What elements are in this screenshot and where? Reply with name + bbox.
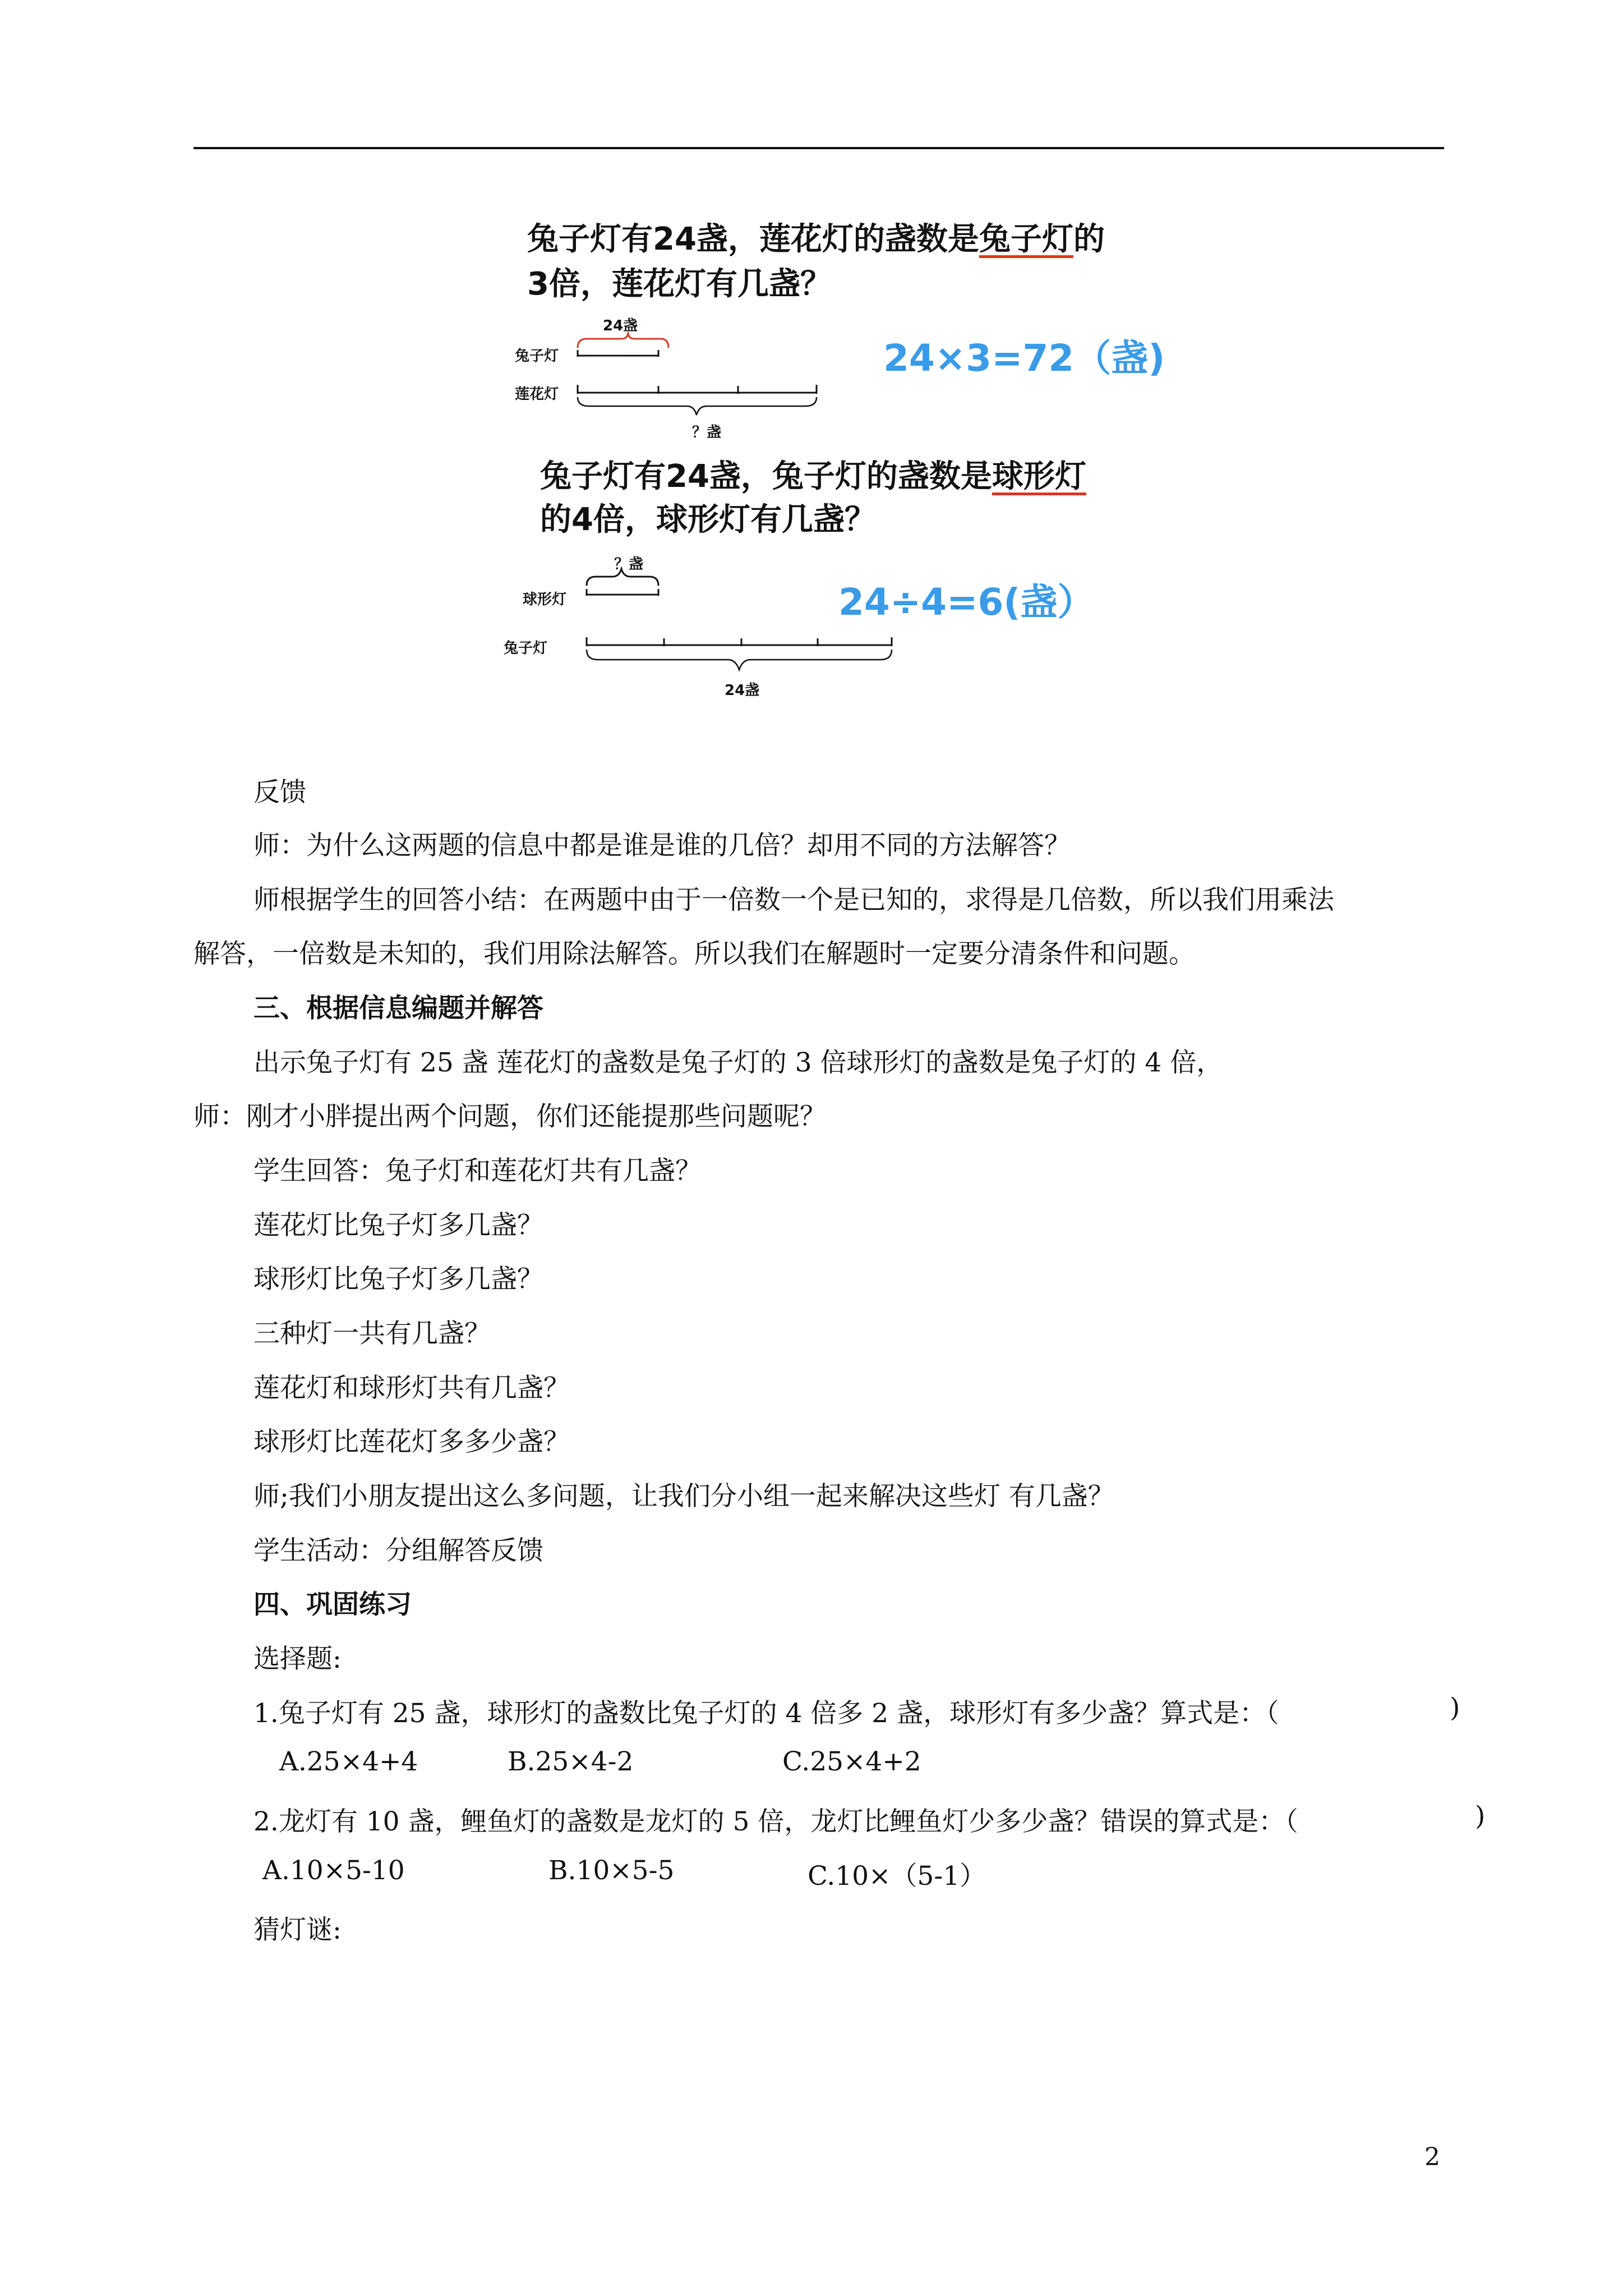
- summary-line2: 解答，一倍数是未知的，我们用除法解答。所以我们在解题时一定要分清条件和问题。: [193, 938, 1195, 969]
- problem1-line-diagram: [572, 331, 830, 426]
- feedback-heading: 反馈: [253, 777, 306, 808]
- riddle-heading: 猜灯谜:: [253, 1915, 342, 1945]
- page-number: 2: [1424, 2143, 1440, 2171]
- question-2-close-paren: ): [1475, 1801, 1486, 1832]
- student-activity: 学生活动：分组解答反馈: [253, 1535, 543, 1566]
- q1-option-a: A.25×4+4: [279, 1746, 418, 1777]
- student-answer-5: 莲花灯和球形灯共有几盏？: [253, 1373, 570, 1404]
- problem2-row1-label: 球形灯: [523, 591, 567, 608]
- problem2-text-line2: 的4倍，球形灯有几盏？: [540, 501, 876, 538]
- problem2-top-brace: [587, 569, 658, 586]
- problem1-bottom-label: ？盏: [692, 424, 722, 441]
- teacher-question: 师：为什么这两题的信息中都是谁是谁的几倍？却用不同的方法解答？: [253, 830, 1071, 861]
- teacher-instruction: 师;我们小朋友提出这么多问题，让我们分小组一起来解决这些灯 有几盏？: [253, 1481, 1114, 1512]
- problem2-underlined-word: 球形灯: [992, 458, 1086, 495]
- student-answer-6: 球形灯比莲花灯多多少盏？: [253, 1427, 570, 1457]
- problem1-line1-part-a: 兔子灯有24盏，莲花灯的盏数是: [527, 221, 979, 257]
- q2-option-b: B.10×5-5: [548, 1855, 675, 1886]
- q2-option-a: A.10×5-10: [262, 1855, 405, 1886]
- problem1-row1-label: 兔子灯: [515, 348, 559, 365]
- problem2-equation-text: 24÷4=6(盏）: [838, 581, 1095, 624]
- q1-option-c: C.25×4+2: [782, 1746, 921, 1777]
- q2-option-c: C.10×（5-1）: [808, 1861, 986, 1892]
- problem2-bottom-label: 24盏: [725, 682, 760, 699]
- student-answer-4: 三种灯一共有几盏？: [253, 1318, 491, 1349]
- student-answer-1: 学生回答：兔子灯和莲花灯共有几盏？: [253, 1156, 702, 1186]
- student-answer-2: 莲花灯比兔子灯多几盏？: [253, 1210, 543, 1241]
- problem1-equation-text: 24×3=72（盏): [883, 337, 1165, 380]
- choice-heading: 选择题:: [253, 1644, 342, 1674]
- problem1-top-label: 24盏: [603, 318, 638, 334]
- problem2-equation: [838, 572, 1094, 625]
- question-1: 1.兔子灯有 25 盏，球形灯的盏数比兔子灯的 4 倍多 2 盏，球形灯有多少盏？算式是：（: [253, 1698, 1279, 1729]
- summary-line1: 师根据学生的回答小结：在两题中由于一倍数一个是已知的，求得是几倍数，所以我们用乘法: [253, 885, 1334, 915]
- problem1-underlined-word: 兔子灯: [979, 221, 1073, 257]
- problem1-line1-part-b: 的: [1073, 221, 1105, 257]
- problem2-bottom-brace: [587, 650, 892, 670]
- teacher-prompt: 师：刚才小胖提出两个问题，你们还能提那些问题呢？: [193, 1101, 826, 1132]
- problem2-line1-part-a: 兔子灯有24盏，兔子灯的盏数是: [540, 458, 992, 495]
- problem2-top-label: ？盏: [614, 556, 644, 573]
- section-three-heading: 三、根据信息编题并解答: [253, 993, 543, 1024]
- question-1-close-paren: ): [1450, 1692, 1460, 1723]
- student-answer-3: 球形灯比兔子灯多几盏？: [253, 1264, 543, 1295]
- problem1-bottom-brace: [578, 397, 817, 415]
- problem1-row2-label: 莲花灯: [515, 386, 559, 403]
- header-rule: [193, 147, 1444, 149]
- problem1-text-line2: 3倍，莲花灯有几盏？: [527, 266, 832, 302]
- problem2-text-line1: [540, 453, 1086, 500]
- problem2-row2-label: 兔子灯: [504, 640, 548, 657]
- section-four-heading: 四、巩固练习: [253, 1589, 412, 1620]
- info-line: 出示兔子灯有 25 盏 莲花灯的盏数是兔子灯的 3 倍球形灯的盏数是兔子灯的 4 倍，: [253, 1047, 1223, 1078]
- question-2: 2.龙灯有 10 盏，鲤鱼灯的盏数是龙灯的 5 倍，龙灯比鲤鱼灯少多少盏？错误的算式是：（: [253, 1806, 1298, 1837]
- problem1-top-brace: [578, 332, 668, 348]
- problem1-text-line1: [527, 216, 1105, 263]
- problem1-equation: [883, 328, 1165, 381]
- q1-option-b: B.25×4-2: [508, 1746, 634, 1777]
